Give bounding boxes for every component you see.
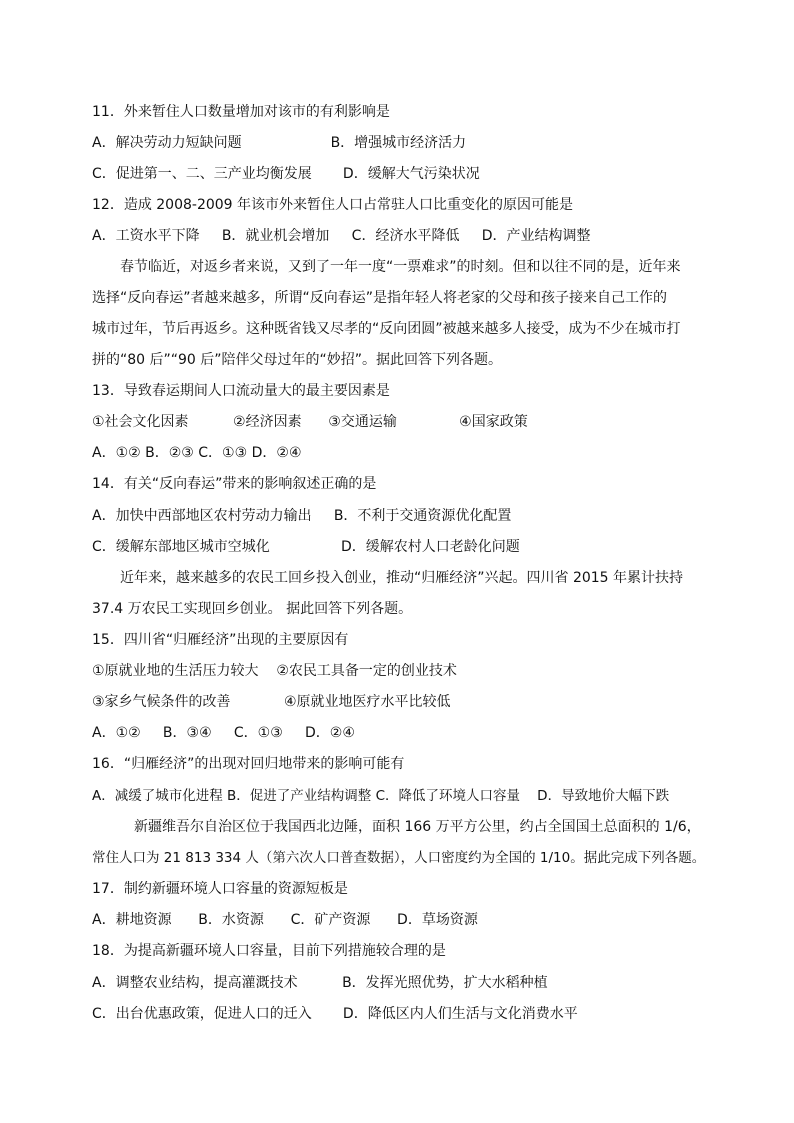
question-11-options-cd: C．促进第一、二、三产业均衡发展 D．缓解大气污染状况 bbox=[92, 166, 480, 182]
passage-1-line-4: 拼的“80 后”“90 后”陪伴父母过年的“妙招”。据此回答下列各题。 bbox=[92, 352, 503, 368]
question-11-stem: 11．外来暂住人口数量增加对该市的有利影响是 bbox=[92, 104, 390, 120]
question-13-items: ①社会文化因素 ②经济因素 ③交通运输 ④国家政策 bbox=[92, 414, 528, 430]
question-14-stem: 14．有关“反向春运”带来的影响叙述正确的是 bbox=[92, 476, 377, 492]
passage-1-line-1: 春节临近，对返乡者来说，又到了一年一度“一票难求”的时刻。但和以往不同的是，近年来 bbox=[120, 259, 681, 275]
passage-3-line-2: 常住人口为 21 813 334 人（第六次人口普查数据），人口密度约为全国的 1/10。据此完成下列各题。 bbox=[92, 850, 706, 866]
question-18-stem: 18．为提高新疆环境人口容量，目前下列措施较合理的是 bbox=[92, 943, 446, 959]
passage-1-line-3: 城市过年，节后再返乡。这种既省钱又尽孝的“反向团圆”被越来越多人接受，成为不少在城市打 bbox=[92, 321, 681, 337]
question-12-stem: 12．造成 2008-2009 年该市外来暂住人口占常驻人口比重变化的原因可能是 bbox=[92, 197, 574, 213]
question-15-items-12: ①原就业地的生活压力较大 ②农民工具备一定的创业技术 bbox=[92, 663, 457, 679]
question-13-stem: 13．导致春运期间人口流动量大的最主要因素是 bbox=[92, 383, 390, 399]
question-14-options-cd: C．缓解东部地区城市空城化 D．缓解农村人口老龄化问题 bbox=[92, 539, 520, 555]
question-15-items-34: ③家乡气候条件的改善 ④原就业地医疗水平比较低 bbox=[92, 694, 451, 710]
question-13-options: A．①② B．②③ C．①③ D．②④ bbox=[92, 445, 302, 461]
question-15-stem: 15．四川省“归雁经济”出现的主要原因有 bbox=[92, 632, 349, 648]
passage-3-line-1: 新疆维吾尔自治区位于我国西北边陲，面积 166 万平方公里，约占全国国土总面积的 1/6， bbox=[134, 819, 701, 835]
passage-2-line-2: 37.4 万农民工实现回乡创业。 据此回答下列各题。 bbox=[92, 601, 413, 617]
question-17-stem: 17．制约新疆环境人口容量的资源短板是 bbox=[92, 881, 348, 897]
question-11-options-ab: A．解决劳动力短缺问题 B．增强城市经济活力 bbox=[92, 135, 467, 151]
question-16-options: A．减缓了城市化进程 B．促进了产业结构调整 C．降低了环境人口容量 D．导致地价大幅下跌 bbox=[92, 788, 670, 804]
question-17-options: A．耕地资源 B．水资源 C．矿产资源 D．草场资源 bbox=[92, 912, 478, 928]
passage-1-line-2: 选择“反向春运”者越来越多，所谓“反向春运”是指年轻人将老家的父母和孩子接来自己工作的 bbox=[92, 290, 668, 306]
question-16-stem: 16．“归雁经济”的出现对回归地带来的影响可能有 bbox=[92, 756, 405, 772]
question-15-options: A．①② B．③④ C．①③ D．②④ bbox=[92, 725, 355, 741]
question-18-options-cd: C．出台优惠政策，促进人口的迁入 D．降低区内人们生活与文化消费水平 bbox=[92, 1006, 578, 1022]
question-12-options: A．工资水平下降 B．就业机会增加 C．经济水平降低 D．产业结构调整 bbox=[92, 228, 591, 244]
question-18-options-ab: A．调整农业结构，提高灌溉技术 B．发挥光照优势，扩大水稻种植 bbox=[92, 975, 548, 991]
passage-2-line-1: 近年来，越来越多的农民工回乡投入创业，推动“归雁经济”兴起。四川省 2015 年累计扶持 bbox=[120, 570, 684, 586]
question-14-options-ab: A．加快中西部地区农村劳动力输出 B．不利于交通资源优化配置 bbox=[92, 508, 512, 524]
